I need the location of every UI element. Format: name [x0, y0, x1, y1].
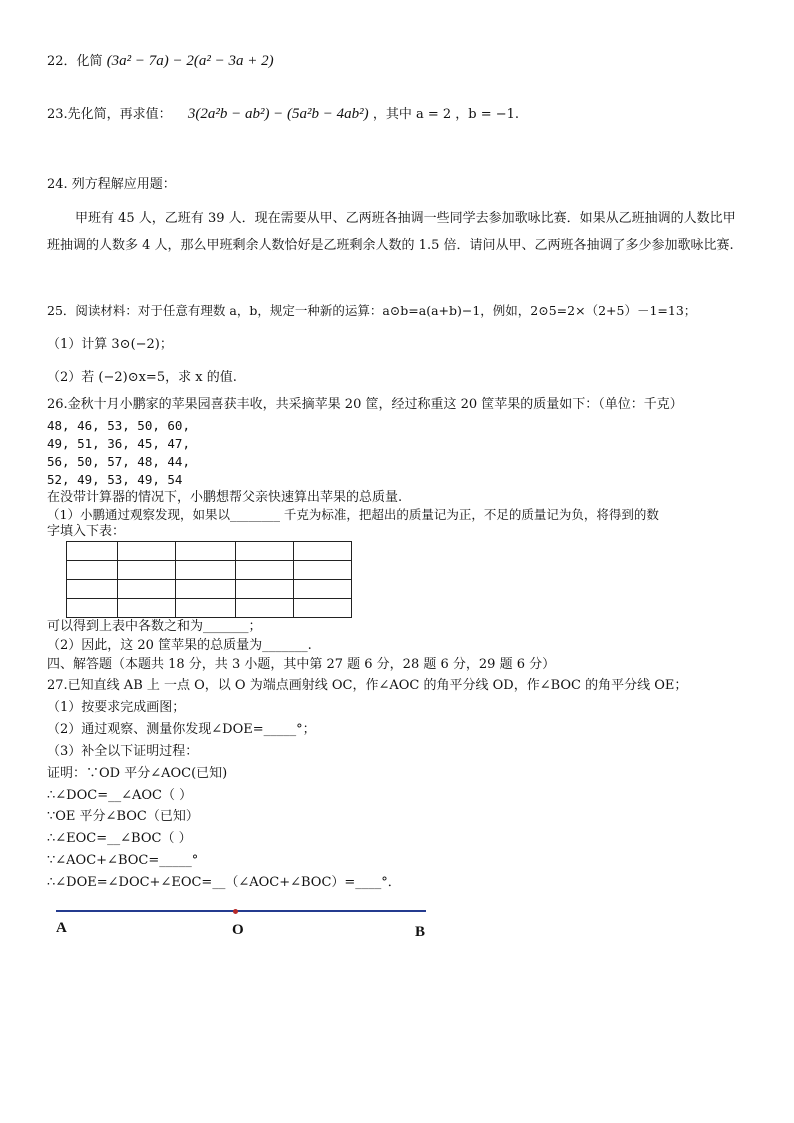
q27-proof-2: ∴∠DOC=__∠AOC（ ） — [47, 788, 193, 803]
q26-line-1: 在没带计算器的情况下，小鹏想帮父亲快速算出苹果的总质量. — [47, 490, 403, 505]
table-cell[interactable] — [67, 599, 118, 618]
q25-intro: 25．阅读材料：对于任意有理数 a，b，规定一种新的运算：a⊙b=a(a+b)−1，例如，2⊙5=2×（2+5）－1=13； — [47, 303, 697, 318]
question-24-body — [47, 205, 747, 259]
q27-proof-5: ∵∠AOC+∠BOC=_____° — [47, 853, 199, 868]
q26-row-2: 49, 51, 36, 45, 47, — [47, 436, 190, 451]
q24-text: 甲班有 45 人，乙班有 39 人．现在需要从甲、乙两班各抽调一些同学去参加歌咏比赛．如果从乙班抽调的人数比甲班抽调的人数多 4 人，那么甲班剩余人数恰好是乙班剩余人数的 1.5 倍．请问从甲、乙两班各抽调了多少参加歌咏比赛. — [47, 211, 736, 253]
q25-part2: （2）若 (−2)⊙x=5，求 x 的值. — [47, 370, 237, 385]
table-row — [67, 580, 352, 599]
table-cell[interactable] — [176, 580, 236, 599]
table-cell[interactable] — [176, 599, 236, 618]
q22-expression: (3a² − 7a) − 2(a² − 3a + 2) — [106, 53, 274, 69]
q27-part2: （2）通过观察、测量你发现∠DOE=_____°； — [47, 722, 316, 737]
table-row — [67, 561, 352, 580]
table-cell[interactable] — [236, 561, 294, 580]
q27-part1: （1）按要求完成画图； — [47, 700, 186, 715]
label-point-b: B — [415, 924, 426, 940]
q26-row-1: 48, 46, 53, 50, 60, — [47, 418, 190, 433]
table-cell[interactable] — [118, 599, 176, 618]
table-cell[interactable] — [67, 580, 118, 599]
table-cell[interactable] — [176, 561, 236, 580]
q27-title: 27.已知直线 AB 上 一点 O，以 O 为端点画射线 OC，作∠AOC 的角平分线 OD，作∠BOC 的角平分线 OE； — [47, 678, 688, 693]
q27-proof-6: ∴∠DOE=∠DOC+∠EOC=__（∠AOC+∠BOC）=____°． — [47, 875, 401, 890]
q26-line-3: 字填入下表： — [47, 524, 126, 539]
q27-proof-1: 证明：∵OD 平分∠AOC(已知) — [47, 766, 228, 781]
q22-label: 22．化简 — [47, 54, 103, 69]
table-cell[interactable] — [294, 542, 352, 561]
table-cell[interactable] — [67, 542, 118, 561]
q26-title-text: 26.金秋十月小鹏家的苹果园喜获丰收，共采摘苹果 20 筐，经过称重这 20 筐苹果的质量如下：（单位：千克） — [47, 397, 683, 412]
q23-label: 23.先化简，再求值： — [47, 107, 172, 122]
section-4-heading: 四、解答题（本题共 18 分，共 3 小题，其中第 27 题 6 分，28 题 6 分，29 题 6 分） — [47, 657, 556, 672]
q27-proof-3: ∵OE 平分∠BOC（已知） — [47, 809, 199, 824]
table-cell[interactable] — [294, 599, 352, 618]
question-23 — [47, 105, 519, 124]
table-cell[interactable] — [236, 599, 294, 618]
q27-part3: （3）补全以下证明过程： — [47, 744, 199, 759]
table-cell[interactable] — [118, 561, 176, 580]
table-cell[interactable] — [294, 580, 352, 599]
q23-expression: 3(2a²b − ab²) − (5a²b − 4ab²) — [187, 106, 369, 122]
point-o-marker — [233, 909, 238, 914]
q26-row-3: 56, 50, 57, 48, 44, — [47, 454, 190, 469]
table-cell[interactable] — [236, 542, 294, 561]
label-point-o: O — [232, 922, 244, 938]
q26-line-4: 可以得到上表中各数之和为_______； — [47, 619, 262, 634]
q26-line-2: （1）小鹏通过观察发现，如果以________ 千克为标准，把超出的质量记为正，不足的质量记为负，将得到的数 — [47, 507, 659, 522]
q23-condition: ，其中 a = 2 ，b = −1. — [372, 107, 520, 122]
question-22 — [47, 52, 274, 71]
q26-row-4: 52, 49, 53, 49, 54 — [47, 472, 183, 487]
table-cell[interactable] — [118, 580, 176, 599]
q25-part1: （1）计算 3⊙(−2)； — [47, 337, 173, 352]
q27-proof-4: ∴∠EOC=__∠BOC（ ） — [47, 831, 192, 846]
table-cell[interactable] — [294, 561, 352, 580]
q24-title: 24. 列方程解应用题： — [47, 177, 176, 192]
q26-title — [47, 396, 683, 414]
table-cell[interactable] — [176, 542, 236, 561]
table-row — [67, 599, 352, 618]
table-cell[interactable] — [67, 561, 118, 580]
line-ab — [56, 910, 426, 912]
table-cell[interactable] — [236, 580, 294, 599]
q26-line-5: （2）因此，这 20 筐苹果的总质量为_______. — [47, 638, 312, 653]
table-row — [67, 542, 352, 561]
label-point-a: A — [56, 920, 67, 936]
q26-answer-table — [66, 541, 352, 618]
table-cell[interactable] — [118, 542, 176, 561]
